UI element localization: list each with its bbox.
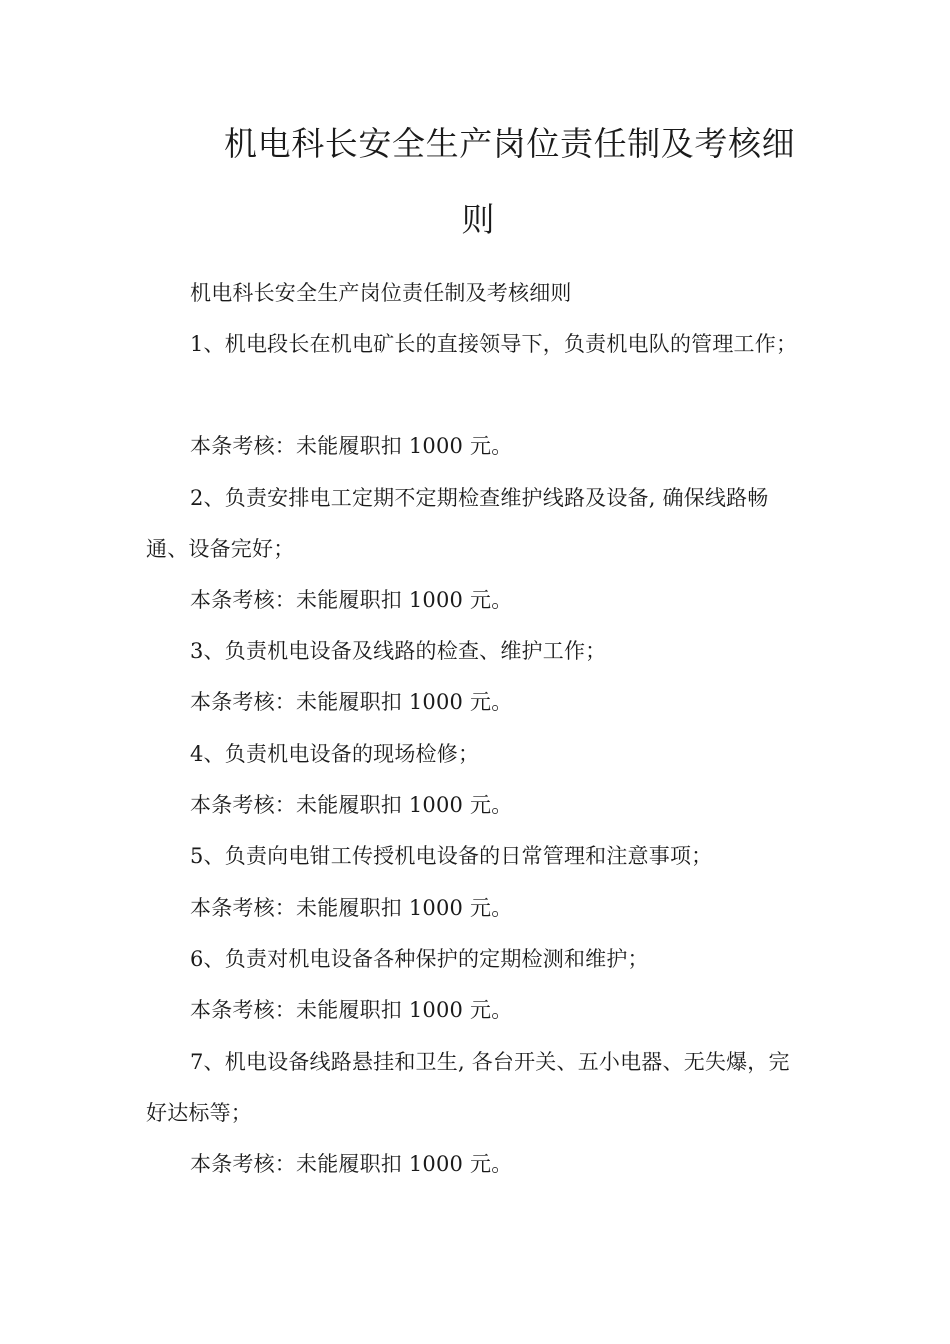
paragraph-item-7: 7、机电设备线路悬挂和卫生, 各台开关、五小电器、无失爆，完好达标等； [146, 1050, 790, 1125]
paragraph-item-5: 5、负责向电钳工传授机电设备的日常管理和注意事项； [190, 844, 713, 868]
paragraph-assessment-2: 本条考核：未能履职扣 1000 元。 [190, 588, 513, 612]
paragraph-assessment-1: 本条考核：未能履职扣 1000 元。 [190, 434, 513, 458]
document-title-line-2: 则 [461, 200, 495, 239]
paragraph-item-3: 3、负责机电设备及线路的检查、维护工作； [190, 639, 607, 663]
paragraph-item-4: 4、负责机电设备的现场检修； [190, 742, 480, 766]
paragraph-assessment-7: 本条考核：未能履职扣 1000 元。 [190, 1152, 513, 1176]
document-title-line-1: 机电科长安全生产岗位责任制及考核细 [224, 124, 796, 163]
paragraph-assessment-4: 本条考核：未能履职扣 1000 元。 [190, 793, 513, 817]
paragraph-item-1: 1、机电段长在机电矿长的直接领导下，负责机电队的管理工作； [190, 332, 798, 356]
paragraph-assessment-3: 本条考核：未能履职扣 1000 元。 [190, 690, 513, 714]
paragraph-item-6: 6、负责对机电设备各种保护的定期检测和维护； [190, 947, 649, 971]
paragraph-assessment-6: 本条考核：未能履职扣 1000 元。 [190, 998, 513, 1022]
paragraph-intro: 机电科长安全生产岗位责任制及考核细则 [190, 281, 572, 305]
paragraph-assessment-5: 本条考核：未能履职扣 1000 元。 [190, 896, 513, 920]
paragraph-item-2: 2、负责安排电工定期不定期检查维护线路及设备, 确保线路畅通、设备完好； [146, 486, 769, 561]
